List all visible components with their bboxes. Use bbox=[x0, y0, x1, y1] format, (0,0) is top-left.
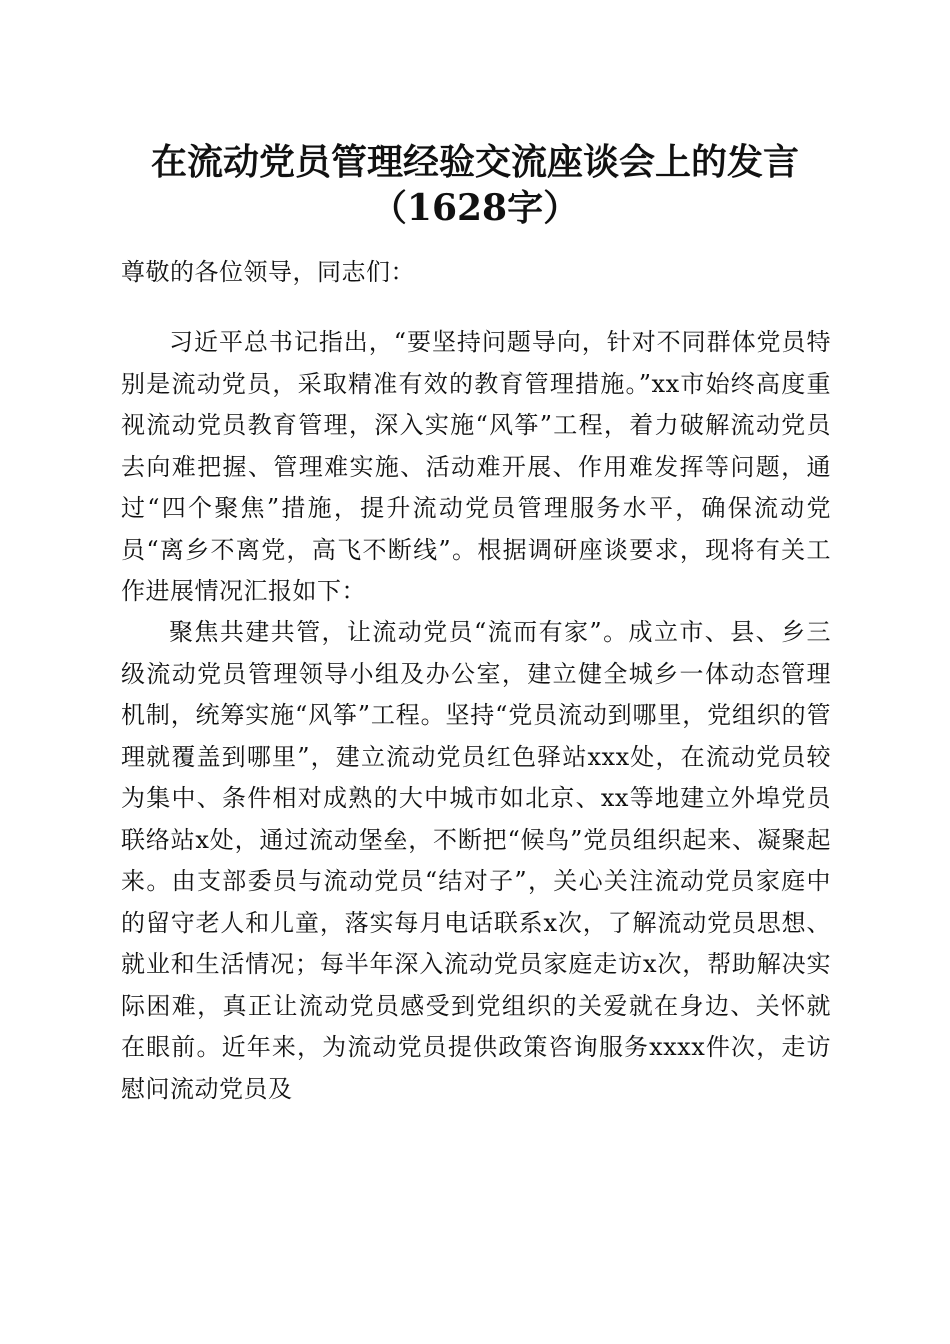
paragraph: 聚焦共建共管，让流动党员“流而有家”。成立市、县、乡三级流动党员管理领导小组及办公室，建立健全城乡一体动态管理机制，统筹实施“风筝”工程。坚持“党员流动到哪里，党组织的管理就覆盖到哪里”，建立流动党员红色驿站xxx处，在流动党员较为集中、条件相对成熟的大中城市如北京、xx等地建立外埠党员联络站x处，通过流动堡垒，不断把“候鸟”党员组织起来、凝聚起来。由支部委员与流动党员“结对子”，关心关注流动党员家庭中的留守老人和儿童，落实每月电话联系x次，了解流动党员思想、就业和生活情况；每半年深入流动党员家庭走访x次，帮助解决实际困难，真正让流动党员感受到党组织的关爱就在身边、关怀就在眼前。近年来，为流动党员提供政策咨询服务xxxx件次，走访慰问流动党员及 bbox=[121, 618, 831, 1103]
document-title: 在流动党员管理经验交流座谈会上的发言 bbox=[150, 141, 799, 183]
document-subtitle: （1628字） bbox=[370, 187, 580, 229]
greeting: 尊敬的各位领导，同志们： bbox=[121, 258, 415, 286]
paragraph: 习近平总书记指出，“要坚持问题导向，针对不同群体党员特别是流动党员，采取精准有效的教育管理措施。”xx市始终高度重视流动党员教育管理，深入实施“风筝”工程，着力破解流动党员去向难把握、管理难实施、活动难开展、作用难发挥等问题，通过“四个聚焦”措施，提升流动党员管理服务水平，确保流动党员“离乡不离党，高飞不断线”。根据调研座谈要求，现将有关工作进展情况汇报如下： bbox=[121, 328, 831, 605]
